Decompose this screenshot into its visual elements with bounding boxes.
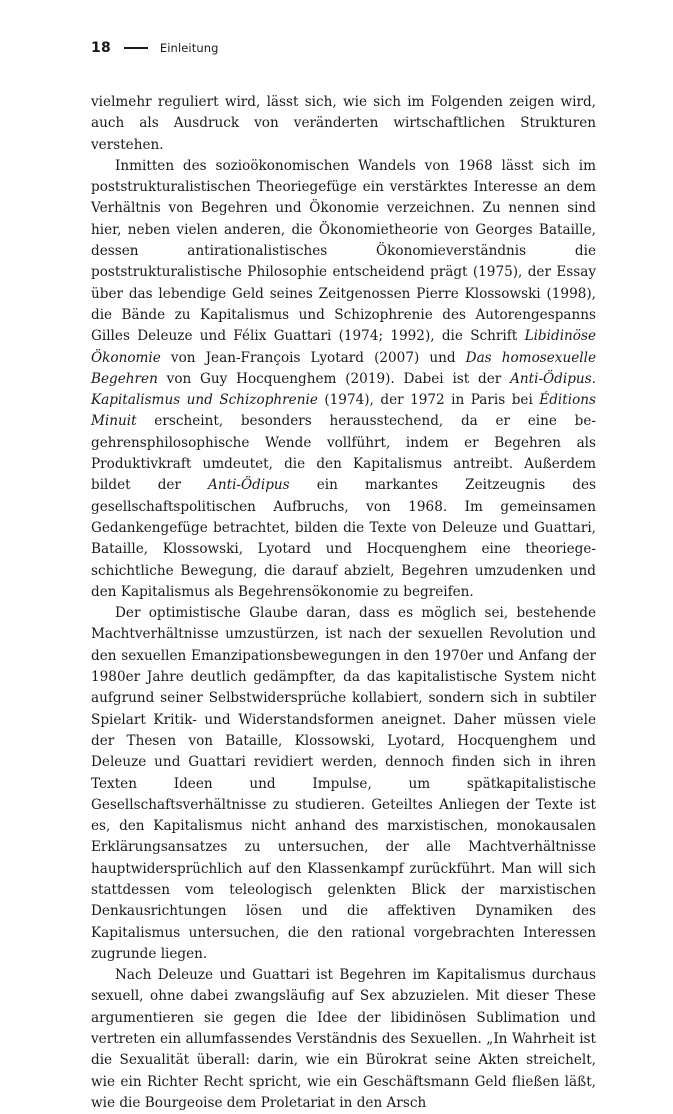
chapter-title: Einleitung: [159, 41, 219, 55]
italic-title: Das homosexuelle Begehren: [91, 349, 596, 387]
paragraph: [91, 603, 596, 965]
italic-title: Anti-Ödipus: [208, 477, 290, 494]
paragraph: [91, 156, 596, 603]
page-number: 18: [91, 40, 111, 56]
text-run: (1974), der 1972 in Paris bei: [317, 392, 540, 409]
italic-title: Éditions Minuit: [91, 392, 596, 430]
text-run: Nach Deleuze und Guattari ist Begehren im Kapitalismus durchaus sexuell, ohne dabei zwangsläufig auf Sex abzuzielen. Mit dieser These argumentieren sie gegen die Idee der libidinösen Sublimation und vertreten ein allumfassendes Verständnis des Sexuellen. „In Wahrheit ist die Sexualität überall: darin, wie ein Bürokrat seine Akten streichelt, wie ein Richter Recht spricht, wie ein Geschäftsmann Geld fließen läßt, wie die Bourgeoise dem Proletariat in den Arsch: [91, 967, 596, 1111]
running-head: [91, 38, 219, 58]
header-rule: [124, 47, 148, 49]
text-run: Inmitten des sozioökonomischen Wandels von 1968 lässt sich im poststrukturalistischen Theoriegefüge ein verstärktes Interesse an dem Verhältnis von Begehren und Ökonomie verzeichnen. Zu nennen sind hier, neben vielen anderen, die Ökonomietheorie von Georges Bataille, dessen antirationalistisches Ökonomieverständnis die poststrukturalistische Philosophie entscheidend prägt (1975), der Essay über das lebendige Geld seines Zeitgenossen Pierre Klossowski (1998), die Bände zu Kapitalismus und Schizophrenie des Autorengespanns Gilles Deleuze und Félix Guattari (1974; 1992), die Schrift: [91, 157, 596, 345]
italic-title: Anti-Ödipus. Kapitalismus und Schizophrenie: [91, 370, 596, 409]
text-run: von Jean-François Lyotard (2007) und: [160, 349, 466, 366]
paragraph: [91, 965, 596, 1114]
paragraph: [91, 92, 596, 156]
text-run: Der optimistische Glaube daran, dass es möglich sei, bestehende Machtverhältnisse umzustürzen, ist nach der sexuellen Revolution und den sexuellen Emanzipationsbewegungen in den 1970er und Anfang der 1980er Jahre deutlich gedämpfter, da das kapitalistische System nicht aufgrund seiner Selbstwidersprüche kollabiert, sondern sich in subtiler Spielart Kritik- und Widerstandsformen aneignet. Daher müssen viele der Thesen von Bataille, Klossowski, Lyotard, Hocquenghem und Deleuze und Guattari revidiert werden, dennoch finden sich in ihren Texten Ideen und Impulse, um spätkapitalistische Gesellschaftsverhältnisse zu studieren. Geteiltes Anliegen der Texte ist es, den Kapitalismus nicht anhand des marxistischen, monokausalen Erklärungsansatzes zu untersuchen, der alle Machtverhältnisse hauptwidersprüchlich auf den Klassenkampf zurückführt. Man will sich stattdessen vom teleologisch gelenkten Blick der marxistischen Denkausrichtungen lösen und die affektiven Dynamiken des Kapitalismus untersuchen, die den rational vorgebrachten Interessen zugrunde liegen.: [91, 605, 596, 962]
text-run: ein markantes Zeitzeugnis des gesellschaftspolitischen Aufbruchs, von 1968. Im gemeinsamen Gedankengefüge betrachtet, bilden die Texte von Deleuze und Guattari, Bataille, Klossowski, Lyotard und Hocquenghem eine theoriegeschichtliche Bewegung, die darauf abzielt, Begehren umzudenken und den Kapitalismus als Begehrensökonomie zu begreifen.: [91, 477, 596, 600]
text-run: vielmehr reguliert wird, lässt sich, wie sich im Folgenden zeigen wird, auch als Ausdruck von veränderten wirtschaftlichen Strukturen verstehen.: [91, 94, 596, 153]
text-run: erscheint, besonders herausstechend, da er eine begehrensphilosophische Wende vollführt, indem er Begehren als Produktivkraft umdeutet, die den Kapitalismus antreibt. Außerdem bildet der: [91, 413, 596, 494]
text-run: von Guy Hocquenghem (2019). Dabei ist der: [157, 370, 511, 387]
italic-title: Libidinöse Ökonomie: [91, 328, 596, 366]
body-text: [91, 92, 596, 1114]
